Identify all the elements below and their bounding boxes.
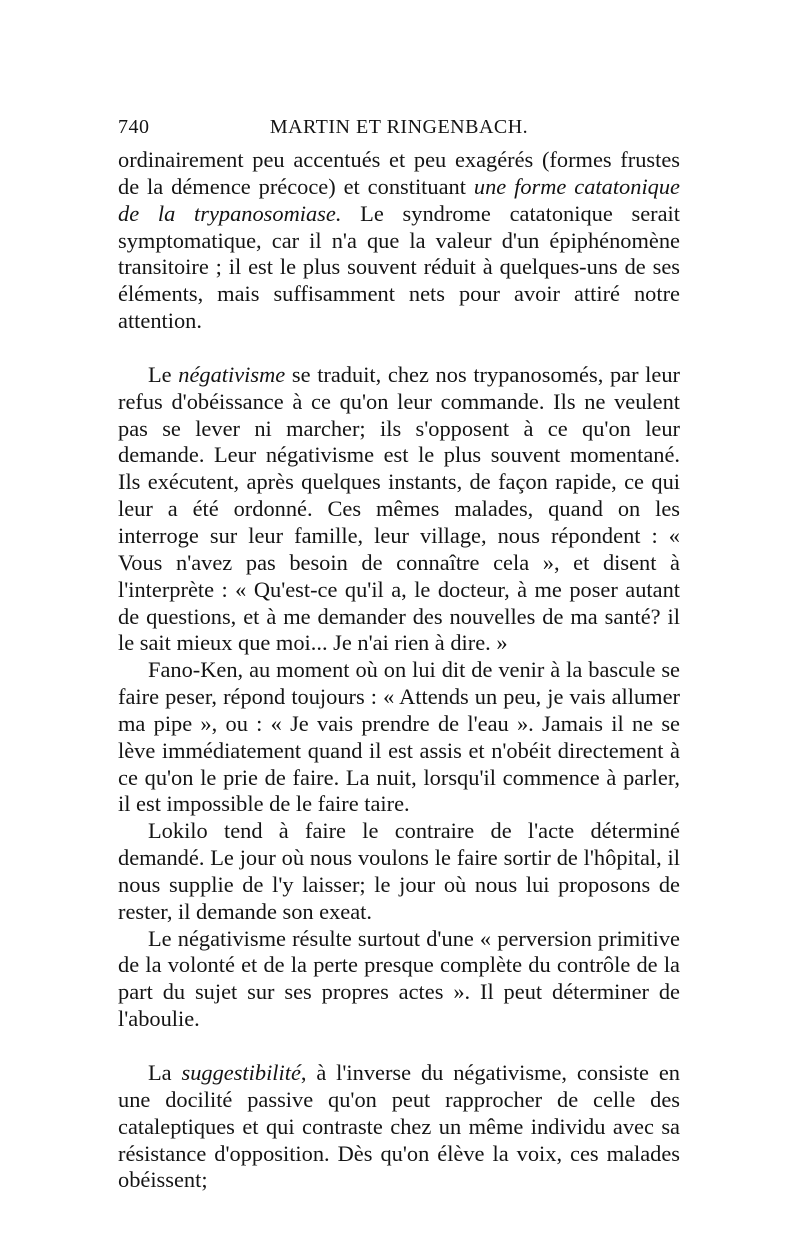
text-run: ordinairement peu accentués et peu exagérés (formes frustes de la démence précoce) et constituant xyxy=(118,147,680,199)
page-header xyxy=(118,116,680,146)
italic-term-suggestibilite: suggestibilité xyxy=(181,1060,301,1085)
page-body xyxy=(118,147,680,1194)
text-run: , à l'inverse du négativisme, consiste en une docilité passive qu'on peut rapprocher de celle des cataleptiques et qui contraste chez un même individu avec sa résistance d'opposition. Dès qu'on élève la voix, ces malades obéissent; xyxy=(118,1060,680,1193)
text-run: La xyxy=(148,1060,182,1085)
italic-term-negativisme: négativisme xyxy=(178,361,286,387)
text-run: Le xyxy=(148,361,179,387)
page-number: 740 xyxy=(118,116,150,138)
italic-phrase: une forme catatonique de la trypanosomiase. xyxy=(118,173,680,226)
paragraph-negativisme xyxy=(118,362,680,657)
paragraph-negativisme-cause: Le négativisme résulte surtout d'une « perversion primitive de la volonté et de la perte presque complète du contrôle de la part du sujet sur ses propres actes ». Il peut déterminer de l'aboulie. xyxy=(118,925,680,1032)
text-run: se traduit, chez nos trypanosomés, par leur refus d'obéissance à ce qu'on leur commande. Ils ne veulent pas se lever ni marcher; ils s'opposent à ce qu'on leur demande. Leur négativisme est le plus souvent momentané. Ils exécutent, après quelques instants, de façon rapide, ce qui leur a été ordonné. Ces mêmes malades, quand on les interroge sur leur famille, leur village, nous répondent : « Vous n'avez pas besoin de connaître cela », et disent à l'interprète : « Qu'est-ce qu'il a, le docteur, à me poser autant de questions, et à me demander des nouvelles de ma santé? il le sait mieux que moi... Je n'ai rien à dire. » xyxy=(118,361,680,656)
paragraph-suggestibilite xyxy=(118,1060,680,1194)
paragraph-lokilo: Lokilo tend à faire le contraire de l'acte déterminé demandé. Le jour où nous voulons le faire sortir de l'hôpital, il nous supplie de l'y laisser; le jour où nous lui proposons de rester, il demande son exeat. xyxy=(118,818,680,924)
running-title: MARTIN ET RINGENBACH. xyxy=(269,116,529,138)
paragraph-catatonic-syndrome xyxy=(118,147,680,335)
text-run: Le syndrome catatonique serait symptomatique, car il n'a que la valeur d'un épiphénomène transitoire ; il est le plus souvent réduit à quelques-uns de ses éléments, mais suffisamment nets pour avoir attiré notre attention. xyxy=(118,200,680,334)
paragraph-fano-ken: Fano-Ken, au moment où on lui dit de venir à la bascule se faire peser, répond toujours : « Attends un peu, je vais allumer ma pipe », ou : « Je vais prendre de l'eau ». Jamais il ne se lève immédiatement quand il est assis et n'obéit directement à ce qu'on le prie de faire. La nuit, lorsqu'il commence à parler, il est impossible de le faire taire. xyxy=(118,657,680,817)
